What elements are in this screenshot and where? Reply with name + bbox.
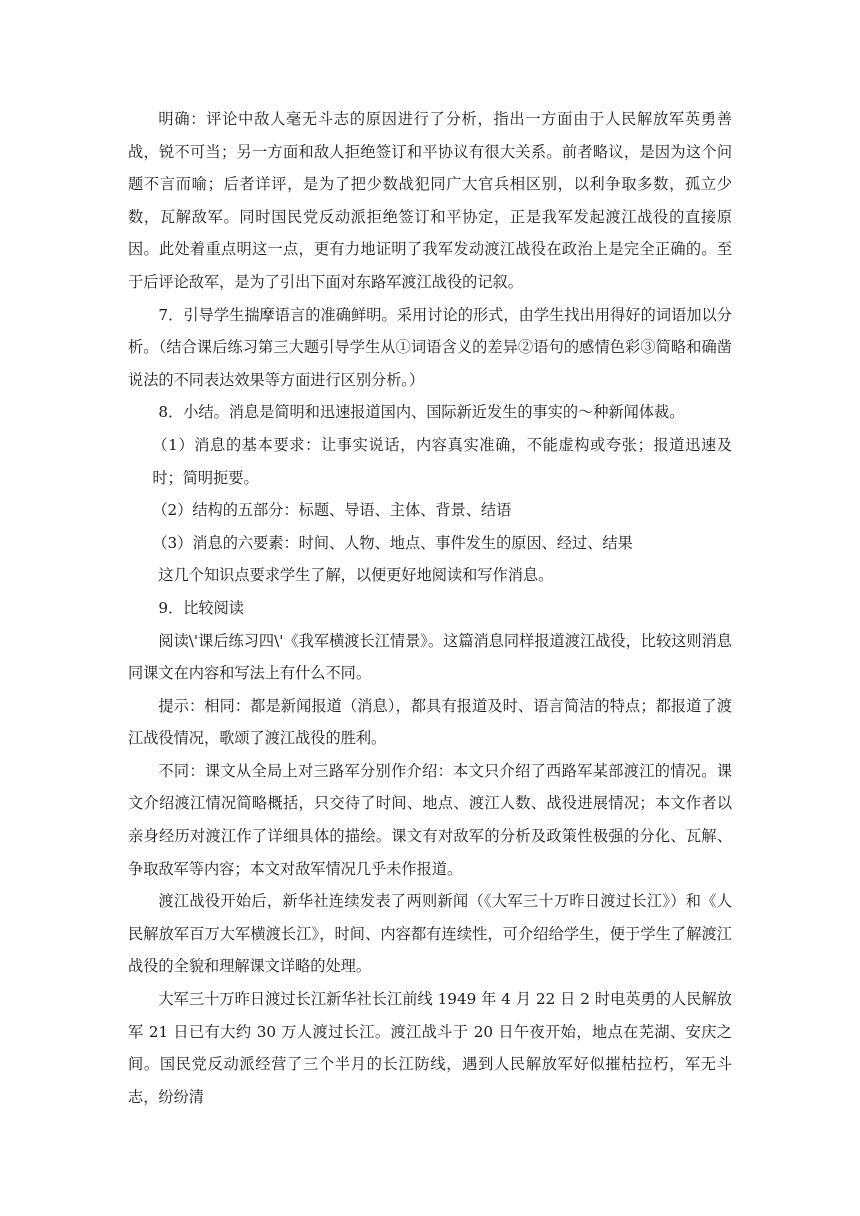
paragraph-background-news: 渡江战役开始后，新华社连续发表了两则新闻（《大军三十万昨日渡过长江》）和《人民解放军百万大军横渡长江》，时间、内容都有连续性，可介绍给学生，便于学生了解渡江战役的全貌和理解课文详略的处理。: [128, 892, 732, 976]
paragraph-news-excerpt: 大军三十万昨日渡过长江新华社长江前线 1949 年 4 月 22 日 2 时电英勇的人民解放军 21 日已有大约 30 万人渡过长江。渡江战斗于 20 日午夜开始，地点在芜湖、安庆之间。国民党反动派经营了三个半月的长江防线，遇到人民解放军好似摧枯拉朽，军无斗志，纷纷清: [128, 990, 732, 1106]
paragraph-knowledge-note: 这几个知识点要求学生了解，以便更好地阅读和写作消息。: [158, 566, 554, 585]
paragraph-step-7: 7．引导学生揣摩语言的准确鲜明。采用讨论的形式，由学生找出用得好的词语加以分析。（结合课后练习第三大题引导学生从①词语含义的差异②语句的感情色彩③简略和确凿说法的不同表达效果等方面进行区别分析。）: [128, 305, 732, 389]
paragraph-comparison-reading: 阅读\'课后练习四\'《我军横渡长江情景》。这篇消息同样报道渡江战役，比较这则消息同课文在内容和写法上有什么不同。: [128, 631, 732, 683]
document-body: [128, 103, 732, 1113]
paragraph-hint-similarities: 提示：相同：都是新闻报道（消息），都具有报道及时、语言简洁的特点；都报道了渡江战役情况，歌颂了渡江战役的胜利。: [128, 696, 732, 748]
paragraph-differences: 不同：课文从全局上对三路军分别作介绍：本文只介绍了西路军某部渡江的情况。课文介绍渡江情况简略概括，只交待了时间、地点、渡江人数、战役进展情况；本文作者以亲身经历对渡江作了详细具体的描绘。课文有对敌军的分析及政策性极强的分化、瓦解、争取敌军等内容；本文对敌军情况几乎未作报道。: [128, 761, 732, 878]
paragraph-step-8-summary: 8．小结。消息是简明和迅速报道国内、国际新近发生的事实的～种新闻体裁。: [158, 403, 685, 422]
paragraph-analysis: 明确：评论中敌人毫无斗志的原因进行了分析，指出一方面由于人民解放军英勇善战，锐不可当；另一方面和敌人拒绝签订和平协议有很大关系。前者略议，是因为这个问题不言而喻；后者详评，是为了把少数战犯同广大官兵相区别，以利争取多数，孤立少数，瓦解敌军。同时国民党反动派拒绝签订和平协定，正是我军发起渡江战役的直接原因。此处着重点明这一点，更有力地证明了我军发动渡江战役在政治上是完全正确的。至于后评论敌军，是为了引出下面对东路军渡江战役的记叙。: [128, 110, 732, 291]
list-item-structure: （2）结构的五部分：标题、导语、主体、背景、结语: [152, 501, 512, 520]
list-item-basic-requirements: （1）消息的基本要求：让事实说话，内容真实准确，不能虚构或夸张；报道迅速及时；简明扼要。: [152, 435, 732, 487]
list-item-six-elements: （3）消息的六要素：时间、人物、地点、事件发生的原因、经过、结果: [152, 533, 633, 552]
paragraph-step-9-heading: 9．比较阅读: [158, 598, 244, 617]
